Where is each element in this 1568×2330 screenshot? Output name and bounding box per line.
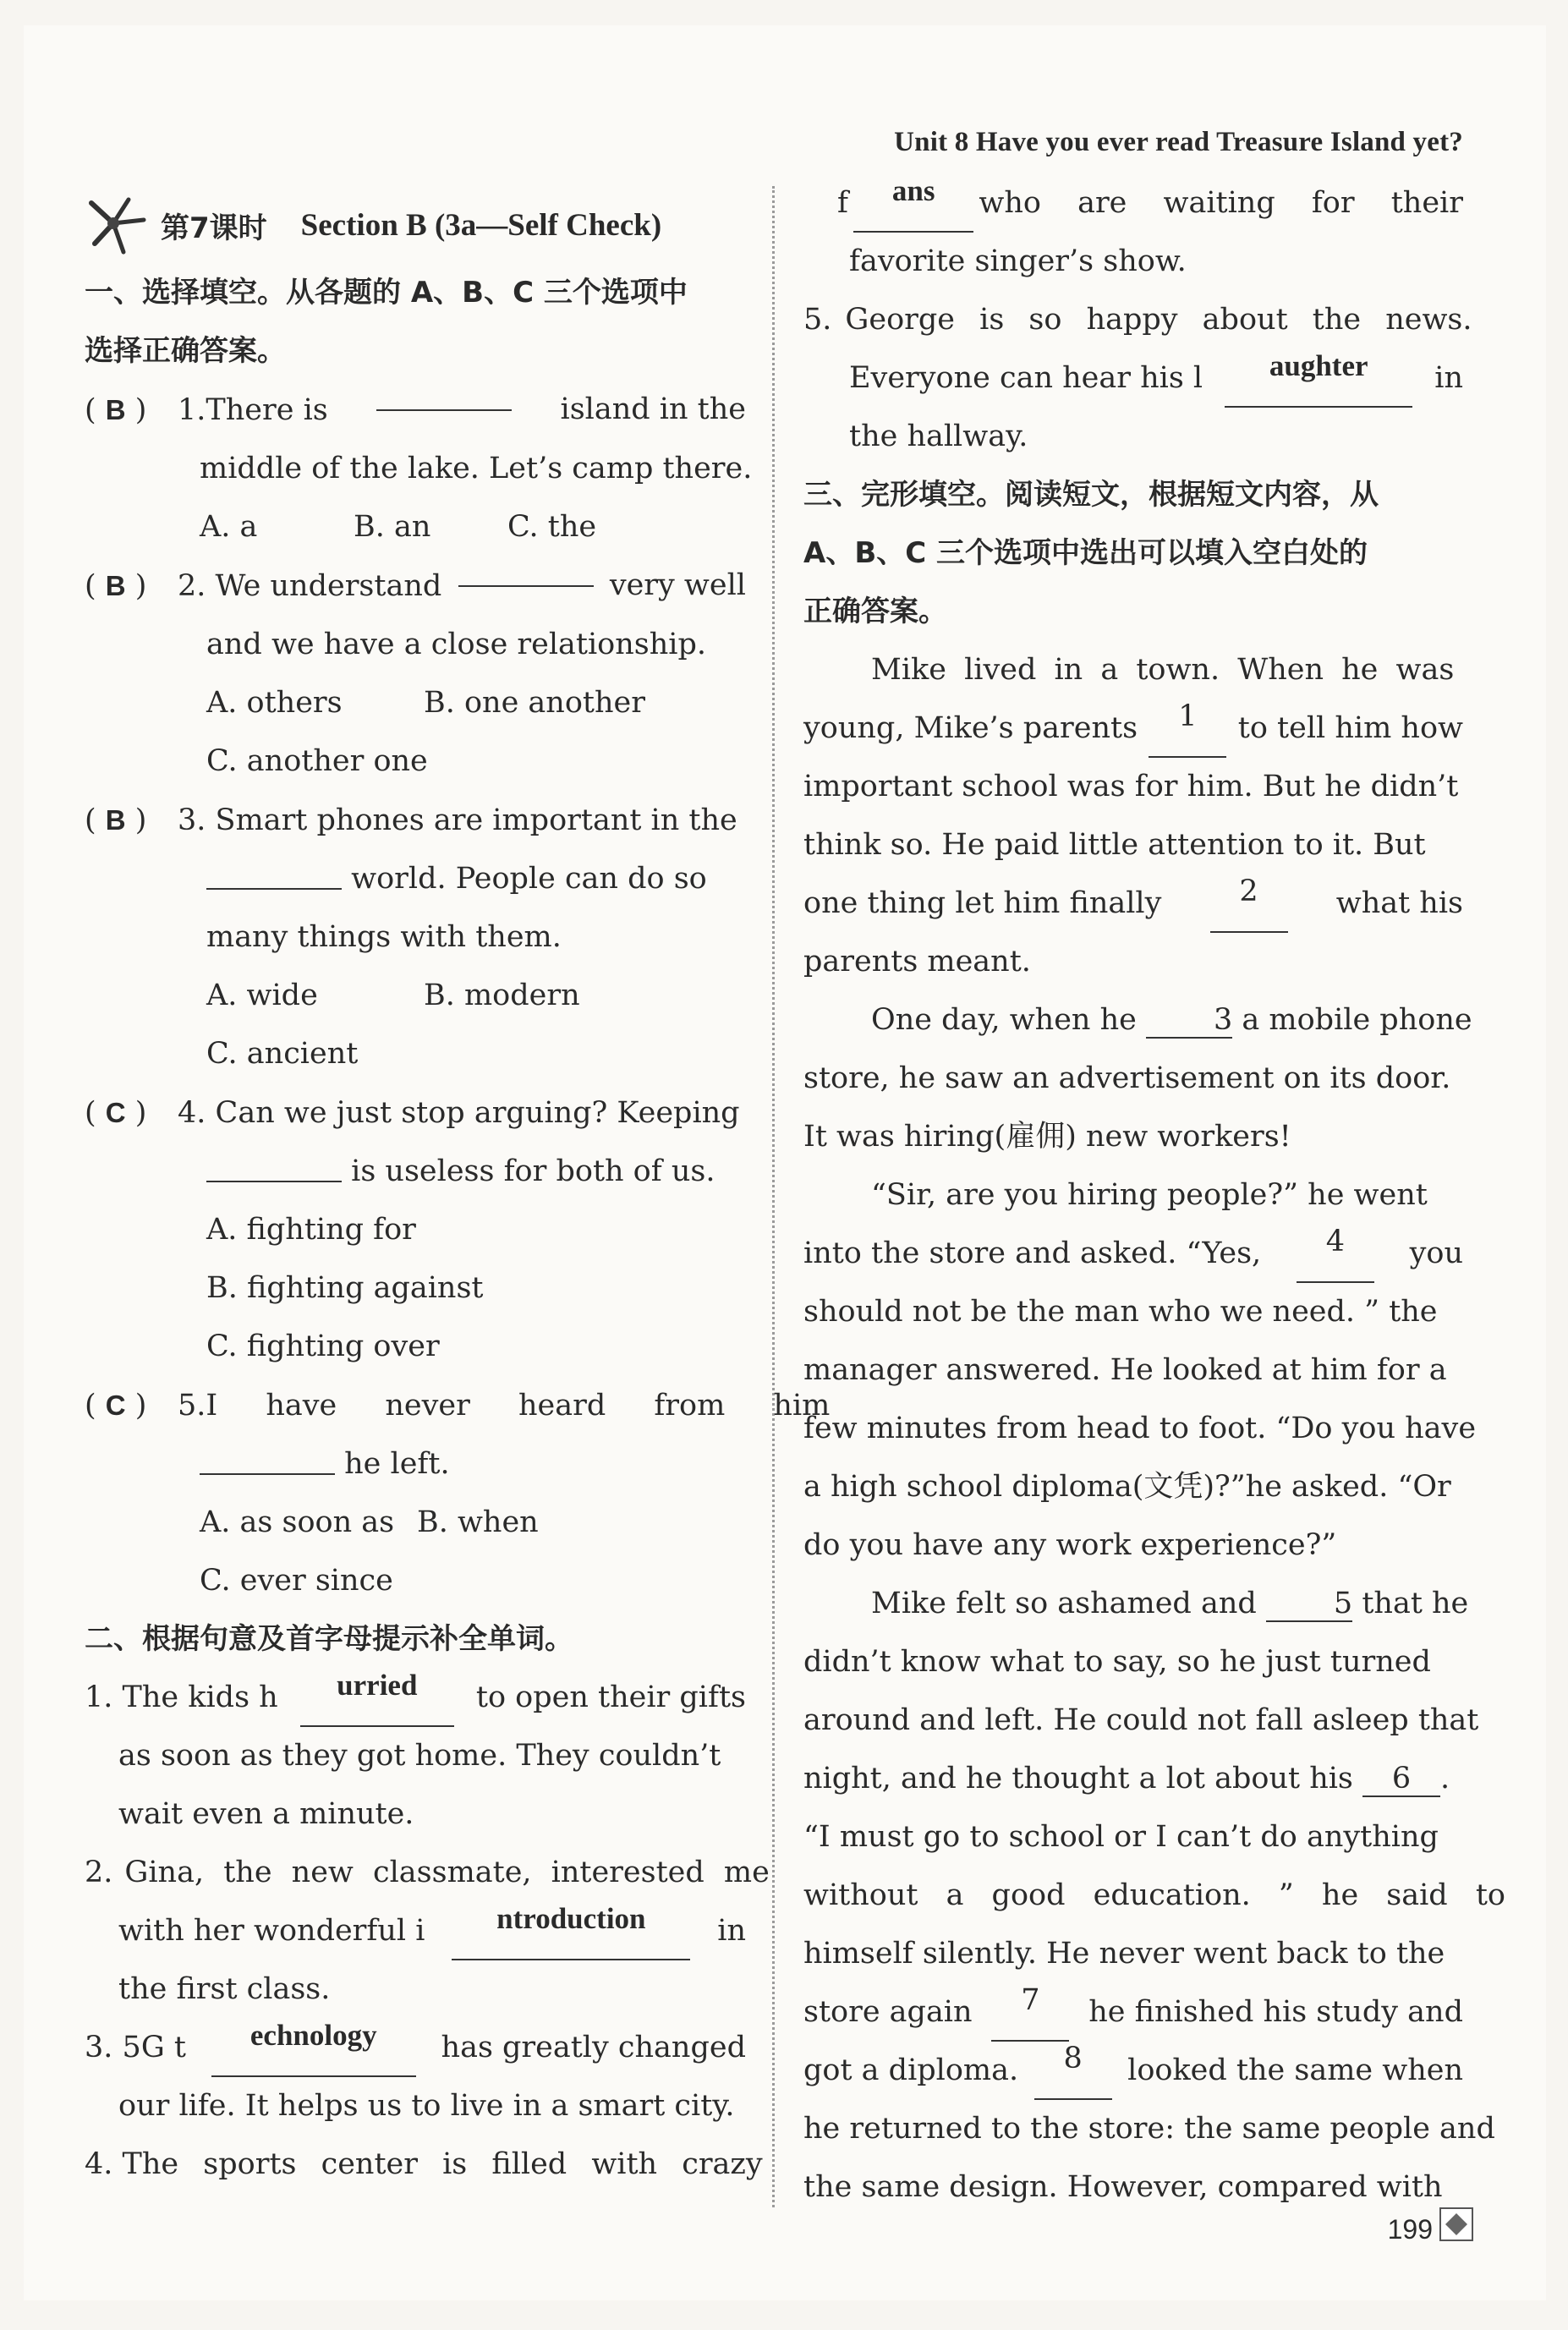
question-4: ( C ) 4. Can we just stop arguing? Keeping is useless for both of us. A. fighting for B. fighting against C. fighting over	[85, 1096, 740, 1363]
answer-mark: B	[105, 394, 126, 425]
word-item-4: 4. The sports center is filled with crazy	[85, 2147, 763, 2181]
filled-blank[interactable]: ntroduction	[452, 1902, 690, 1960]
left-column	[85, 193, 831, 2194]
cloze-blank-1[interactable]: 1	[1149, 699, 1226, 758]
part3-heading: 三、完形填空。阅读短文，根据短文内容，从 A、B、C 三个选项中选出可以填入空白处的 正确答案。	[803, 478, 1379, 628]
answer-blank[interactable]	[376, 381, 512, 411]
question-2: ( B ) 2. We understand very well and we have a close relationship. A. others B. one another C. another one	[85, 556, 746, 791]
cloze-blank-5[interactable]: 5	[1266, 1587, 1352, 1622]
running-head: Unit 8 Have you ever read Treasure Island yet?	[894, 127, 1463, 157]
answer-mark: C	[105, 1097, 126, 1128]
part1-heading: 一、选择填空。从各题的 A、B、C 三个选项中 选择正确答案。	[85, 276, 688, 368]
filled-blank[interactable]: aughter	[1225, 349, 1412, 408]
leaf-logo-icon	[85, 195, 149, 255]
word-item-3: 3. 5G t echnology has greatly changed our life. It helps us to live in a smart city.	[85, 2019, 746, 2123]
filled-blank[interactable]: urried	[300, 1669, 454, 1727]
answer-mark: C	[105, 1390, 126, 1421]
answer-blank[interactable]	[206, 859, 342, 890]
cloze-blank-3[interactable]: 3	[1146, 1003, 1232, 1039]
word-item-2: 2. Gina, the new classmate, interested me with her wonderful i ntroduction in the first class.	[85, 1856, 770, 2006]
filled-blank[interactable]: echnology	[211, 2019, 416, 2077]
cloze-blank-8[interactable]: 8	[1034, 2042, 1112, 2100]
answer-mark: B	[105, 804, 126, 836]
answer-blank[interactable]	[458, 556, 594, 587]
cloze-blank-6[interactable]: 6	[1362, 1762, 1440, 1797]
cloze-blank-7[interactable]: 7	[991, 1983, 1069, 2042]
lesson-section: Section B (3a—Self Check)	[300, 207, 662, 243]
word-item-4-continued: f ans who are waiting for their favorite singer’s show.	[837, 174, 1463, 278]
column-divider	[772, 186, 775, 2207]
cloze-blank-2[interactable]: 2	[1210, 874, 1288, 933]
lesson-number: 第7课时	[161, 211, 267, 245]
part2-heading: 二、根据句意及首字母提示补全单词。	[85, 1622, 573, 1656]
answer-blank[interactable]	[200, 1445, 335, 1475]
question-3: ( B ) 3. Smart phones are important in the world. People can do so many things with them. A. wide B. modern C. ancient	[85, 803, 737, 1071]
diamond-icon	[1439, 2207, 1473, 2241]
lesson-title	[85, 193, 746, 257]
page-number: 199	[1387, 2214, 1433, 2245]
question-5: ( C ) 5.I have never heard from him he left. A. as soon as B. when C. ever since	[85, 1389, 831, 1598]
answer-mark: B	[105, 570, 126, 601]
cloze-passage: Mike lived in a town. When he was young, Mike’s parents 1 to tell him how important school was for him. But he didn’t think so. He paid little attention to it. But one thing let him finally 2 what his parents meant. One day, when he 3 a mobile phone store, he saw an advertisement on its door. It was hiring(雇佣) new workers! “Sir, are you hiring people?” he went into the store and asked. “Yes, 4 you should not be the man who we need. ” the manager answered. He looked at him for a few minutes from head to foot. “Do you have a high school diploma(文凭)?”he asked. “Or do you have any work experience?” Mike felt so ashamed and 5 that he didn’t know what to say, so he just turned around and left. He could not fall asleep that night, and he thought a lot about his 6 . “I must go to school or I can’t do anything without a good education. ” he said to himself silently. He never went back to the store again 7 he finished his study and got a diploma. 8 looked the same when he returned to the store: the same people and the same design. However, compared with	[803, 653, 1505, 2204]
right-column	[803, 174, 1505, 2217]
word-item-5: 5. George is so happy about the news. Everyone can hear his l aughter in the hallway.	[803, 303, 1472, 453]
word-item-1: 1. The kids h urried to open their gifts as soon as they got home. They couldn’t wait even a minute.	[85, 1669, 746, 1831]
filled-blank[interactable]: ans	[853, 174, 973, 233]
answer-blank[interactable]	[206, 1152, 342, 1182]
question-1: ( B ) 1.There is island in the middle of the lake. Let’s camp there. A. a B. an C. the	[85, 381, 746, 556]
cloze-blank-4[interactable]: 4	[1297, 1225, 1374, 1283]
